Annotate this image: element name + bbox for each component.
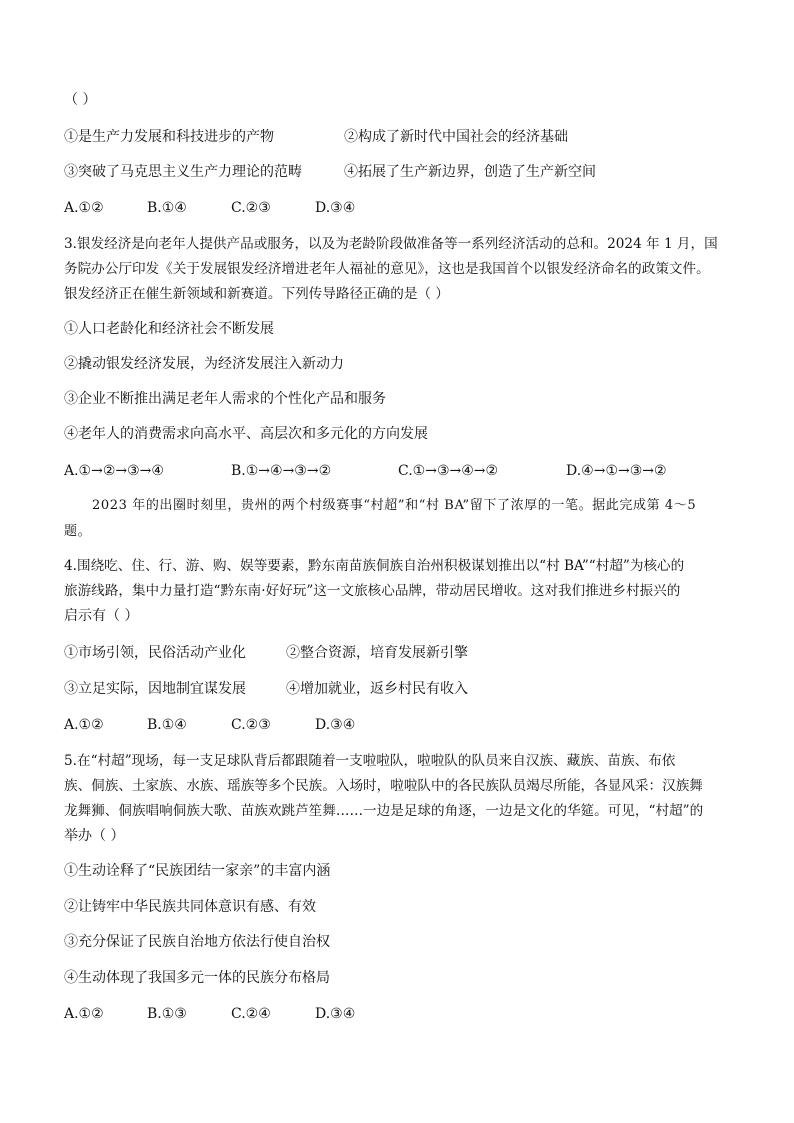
- q5-choice-a: A.①②: [64, 1006, 104, 1022]
- q2-answer-paren: （ ）: [64, 92, 97, 108]
- q3-item-4: ④老年人的消费需求向高水平、高层次和多元化的方向发展: [64, 426, 428, 442]
- q3-stem-line-3: 银发经济正在催生新领域和新赛道。下列传导路径正确的是（ ）: [64, 286, 449, 302]
- q5-item-3: ③充分保证了民族自治地方依法行使自治权: [64, 934, 330, 950]
- q2-options-row-2: [64, 162, 744, 182]
- q4-option-3: ③立足实际，因地制宜谋发展: [64, 681, 246, 697]
- q3-choice-d: D.④→①→③→②: [566, 463, 667, 479]
- q5-stem-line-1: 5.在“村超”现场，每一支足球队背后都跟随着一支啦啦队，啦啦队的队员来自汉族、藏族、苗族、布依: [64, 753, 676, 769]
- q2-option-2: ②构成了新时代中国社会的经济基础: [344, 129, 568, 145]
- q5-item-2: ②让铸牢中华民族共同体意识有感、有效: [64, 899, 316, 915]
- q4-option-2: ②整合资源，培育发展新引擎: [286, 645, 468, 661]
- q3-choices: [64, 461, 744, 481]
- q2-option-1: ①是生产力发展和科技进步的产物: [64, 129, 274, 145]
- q2-choice-d: D.③④: [315, 200, 356, 216]
- q5-choice-d: D.③④: [315, 1006, 356, 1022]
- q5-stem-line-3: 龙舞狮、侗族唱响侗族大歌、苗族欢跳芦笙舞……一边是足球的角逐，一边是文化的华筵。可见，“村超”的: [64, 803, 704, 819]
- q4-options-row-2: [64, 679, 744, 699]
- q3-stem-line-2: 务院办公厅印发《关于发展银发经济增进老年人福祉的意见》，这也是我国首个以银发经济命名的政策文件。: [64, 261, 710, 277]
- q2-option-3: ③突破了马克思主义生产力理论的范畴: [64, 164, 302, 180]
- q2-choice-c: C.②③: [231, 200, 271, 216]
- q4-choice-c: C.②③: [231, 717, 271, 733]
- q4-choice-a: A.①②: [64, 717, 104, 733]
- q2-choice-a: A.①②: [64, 200, 104, 216]
- q5-choice-c: C.②④: [231, 1006, 271, 1022]
- q5-stem-line-4: 举办（ ）: [64, 828, 125, 844]
- material-line-2: 题。: [64, 524, 92, 539]
- q2-options-row-1: [64, 127, 744, 147]
- material-line-1: 2023 年的出圈时刻里，贵州的两个村级赛事“村超”和“村 BA”留下了浓厚的一笔。据此完成第 4～5: [92, 498, 697, 513]
- q5-choice-b: B.①③: [147, 1006, 187, 1022]
- q2-choice-b: B.①④: [147, 200, 187, 216]
- q3-choice-c: C.①→③→④→②: [398, 463, 499, 479]
- q4-choice-d: D.③④: [315, 717, 356, 733]
- q4-option-4: ④增加就业，返乡村民有收入: [286, 681, 468, 697]
- q5-stem-line-2: 族、侗族、土家族、水族、瑶族等多个民族。入场时，啦啦队中的各民族队员竭尽所能，各显风采：汉族舞: [64, 778, 703, 794]
- q4-choices: [64, 715, 464, 735]
- q3-choice-a: A.①→②→③→④: [64, 463, 164, 479]
- q4-option-1: ①市场引领，民俗活动产业化: [64, 645, 246, 661]
- q2-choices: [64, 198, 464, 218]
- q4-choice-b: B.①④: [147, 717, 187, 733]
- q3-stem-line-1: 3.银发经济是向老年人提供产品或服务，以及为老龄阶段做准备等一系列经济活动的总和。2024 年 1 月，国: [64, 236, 718, 252]
- q3-item-1: ①人口老龄化和经济社会不断发展: [64, 321, 274, 337]
- q4-options-row-1: [64, 643, 744, 663]
- q5-choices: [64, 1004, 464, 1024]
- q3-item-3: ③企业不断推出满足老年人需求的个性化产品和服务: [64, 391, 386, 407]
- q4-stem-line-1: 4.围绕吃、住、行、游、购、娱等要素，黔东南苗族侗族自治州积极谋划推出以“村 BA”“村超”为核心的: [64, 558, 685, 574]
- q4-stem-line-3: 启示有（ ）: [64, 608, 139, 624]
- q4-stem-line-2: 旅游线路，集中力量打造“黔东南·好好玩”这一文旅核心品牌，带动居民增收。这对我们推进乡村振兴的: [64, 583, 681, 599]
- q3-item-2: ②撬动银发经济发展，为经济发展注入新动力: [64, 356, 344, 372]
- q2-option-4: ④拓展了生产新边界，创造了生产新空间: [344, 164, 596, 180]
- q5-item-1: ①生动诠释了“民族团结一家亲”的丰富内涵: [64, 863, 331, 879]
- q5-item-4: ④生动体现了我国多元一体的民族分布格局: [64, 970, 330, 986]
- q3-choice-b: B.①→④→③→②: [231, 463, 332, 479]
